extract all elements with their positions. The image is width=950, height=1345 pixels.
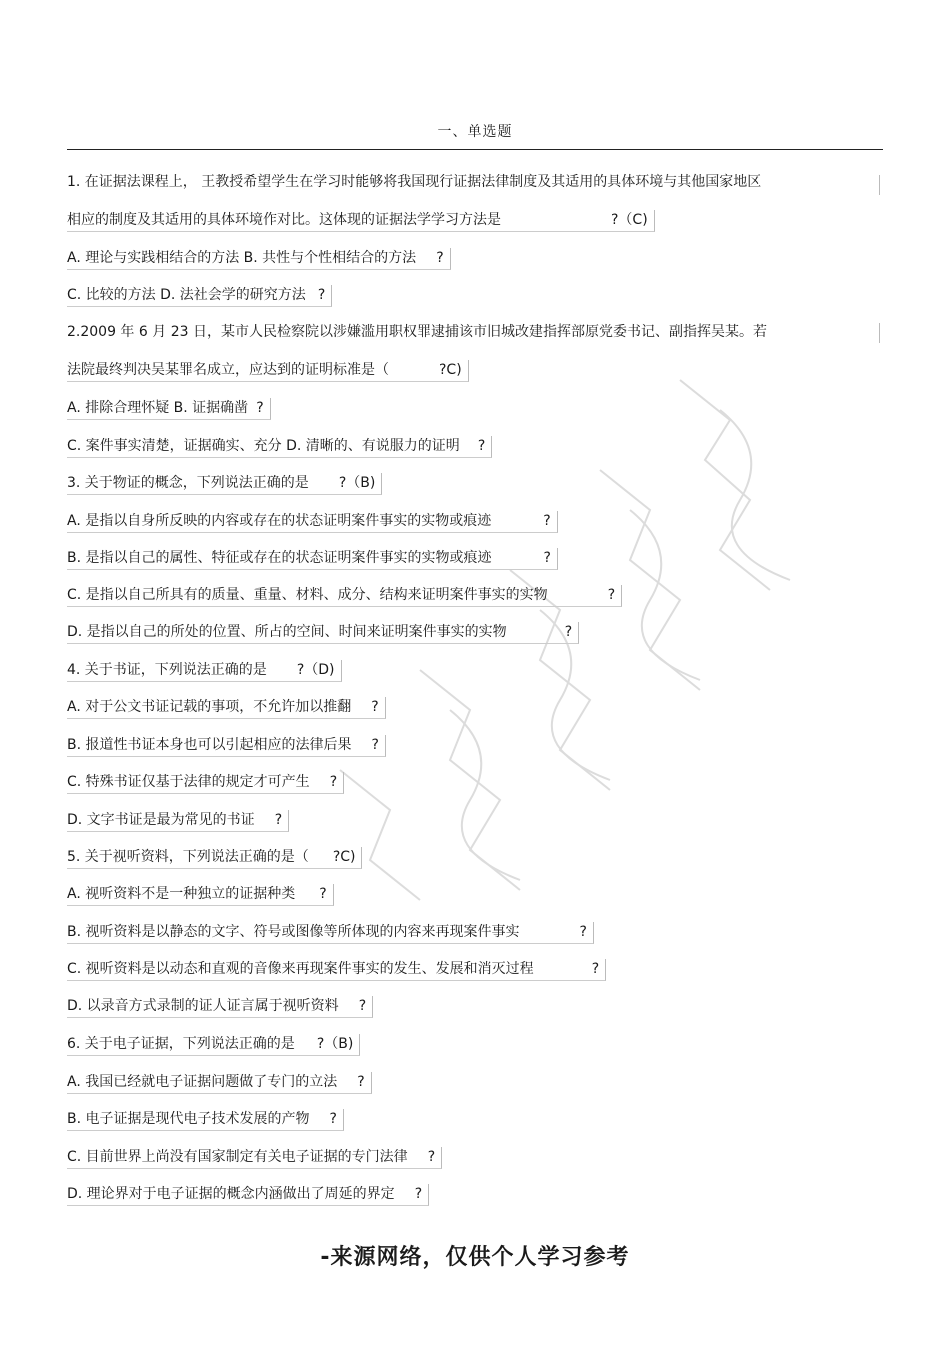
- line-text: A. 我国已经就电子证据问题做了专门的立法: [67, 1074, 338, 1090]
- line-text: A. 对于公文书证记载的事项，不允许加以推翻: [67, 699, 352, 715]
- question-line: [67, 996, 373, 1018]
- answer-mark: ?: [607, 587, 616, 603]
- answer-mark: ?（B): [338, 475, 376, 491]
- footer-note: -来源网络，仅供个人学习参考: [320, 1245, 630, 1270]
- line-text: B. 视听资料是以静态的文字、符号或图像等所体现的内容来再现案件事实: [67, 924, 520, 940]
- line-text: A. 视听资料不是一种独立的证据种类: [67, 886, 296, 902]
- line-text: 2.2009 年 6 月 23 日，某市人民检察院以涉嫌滥用职权罪逮捕该市旧城改建指挥部原党委书记、副指挥吴某。若: [67, 324, 767, 340]
- question-line: [67, 322, 773, 342]
- line-text: 5. 关于视听资料，下列说法正确的是（: [67, 849, 309, 865]
- title-rule: [67, 149, 883, 150]
- line-text: 6. 关于电子证据，下列说法正确的是: [67, 1036, 295, 1052]
- question-line: [67, 1147, 442, 1169]
- question-line: [67, 660, 342, 682]
- question-line: [67, 285, 332, 307]
- line-text: 3. 关于物证的概念，下列说法正确的是: [67, 475, 309, 491]
- line-text: C. 目前世界上尚没有国家制定有关电子证据的专门法律: [67, 1149, 408, 1165]
- line-text: C. 案件事实清楚，证据确实、充分 D. 清晰的、有说服力的证明: [67, 438, 460, 454]
- answer-mark: ?: [358, 998, 367, 1014]
- line-text: C. 视听资料是以动态和直观的音像来再现案件事实的发生、发展和消灭过程: [67, 961, 534, 977]
- answer-mark: ?: [274, 812, 283, 828]
- answer-mark: ?（C): [611, 212, 648, 228]
- line-text: D. 文字书证是最为常见的书证: [67, 812, 255, 828]
- line-text: B. 是指以自己的属性、特征或存在的状态证明案件事实的实物或痕迹: [67, 550, 492, 566]
- question-line: [67, 585, 622, 607]
- question-line: [67, 959, 606, 981]
- line-text: A. 理论与实践相结合的方法 B. 共性与个性相结合的方法: [67, 250, 417, 266]
- answer-mark: ?: [256, 400, 264, 416]
- line-text: 相应的制度及其适用的具体环境作对比。这体现的证据法学学习方法是: [67, 212, 501, 228]
- right-edge-mark: [879, 175, 880, 195]
- line-text: A. 排除合理怀疑 B. 证据确凿: [67, 400, 249, 416]
- right-edge-mark: [879, 323, 880, 343]
- question-line: [67, 884, 334, 906]
- question-line: [67, 1034, 360, 1056]
- answer-mark: ?: [414, 1186, 423, 1202]
- line-text: 4. 关于书证，下列说法正确的是: [67, 662, 267, 678]
- line-text: B. 报道性书证本身也可以引起相应的法律后果: [67, 737, 352, 753]
- line-text: 法院最终判决吴某罪名成立，应达到的证明标准是（: [67, 362, 389, 378]
- question-line: [67, 172, 767, 192]
- line-text: D. 以录音方式录制的证人证言属于视听资料: [67, 998, 339, 1014]
- question-line: [67, 511, 558, 533]
- answer-mark: ?: [427, 1149, 436, 1165]
- answer-mark: ?（D): [296, 662, 335, 678]
- answer-mark: ?: [317, 287, 326, 303]
- answer-mark: ?: [543, 513, 551, 529]
- line-text: A. 是指以自身所反映的内容或存在的状态证明案件事实的实物或痕迹: [67, 513, 492, 529]
- question-line: [67, 810, 289, 832]
- line-text: C. 是指以自己所具有的质量、重量、材料、成分、结构来证明案件事实的实物: [67, 587, 548, 603]
- answer-mark: ?: [329, 774, 338, 790]
- answer-mark: ?C): [439, 362, 462, 378]
- question-line: [67, 735, 386, 757]
- answer-mark: ?: [564, 624, 573, 640]
- question-line: [67, 473, 382, 495]
- answer-mark: ?: [329, 1111, 337, 1127]
- line-text: C. 比较的方法 D. 法社会学的研究方法: [67, 287, 306, 303]
- answer-mark: ?: [436, 250, 444, 266]
- question-line: [67, 248, 451, 270]
- line-text: B. 电子证据是现代电子技术发展的产物: [67, 1111, 310, 1127]
- question-line: [67, 1109, 344, 1131]
- answer-mark: ?（B): [316, 1036, 354, 1052]
- question-line: [67, 1072, 372, 1094]
- question-line: [67, 398, 271, 420]
- question-line: [67, 436, 492, 458]
- line-text: C. 特殊书证仅基于法律的规定才可产生: [67, 774, 310, 790]
- question-line: [67, 360, 469, 382]
- answer-mark: ?: [543, 550, 551, 566]
- question-line: [67, 772, 344, 794]
- answer-mark: ?: [357, 1074, 365, 1090]
- section-title: 一、单选题: [437, 124, 513, 140]
- question-line: [67, 1184, 429, 1206]
- answer-mark: ?: [371, 737, 379, 753]
- line-text: 1. 在证据法课程上， 王教授希望学生在学习时能够将我国现行证据法律制度及其适用的具体环境与其他国家地区: [67, 174, 762, 190]
- answer-mark: ?: [319, 886, 327, 902]
- answer-mark: ?: [579, 924, 587, 940]
- answer-mark: ?C): [332, 849, 356, 865]
- answer-mark: ?: [477, 438, 486, 454]
- answer-mark: ?: [591, 961, 600, 977]
- question-line: [67, 697, 386, 719]
- question-line: [67, 922, 594, 944]
- question-line: [67, 622, 579, 644]
- question-line: [67, 847, 362, 869]
- answer-mark: ?: [371, 699, 379, 715]
- question-line: [67, 548, 558, 570]
- line-text: D. 理论界对于电子证据的概念内涵做出了周延的界定: [67, 1186, 395, 1202]
- line-text: D. 是指以自己的所处的位置、所占的空间、时间来证明案件事实的实物: [67, 624, 507, 640]
- question-line: [67, 210, 655, 232]
